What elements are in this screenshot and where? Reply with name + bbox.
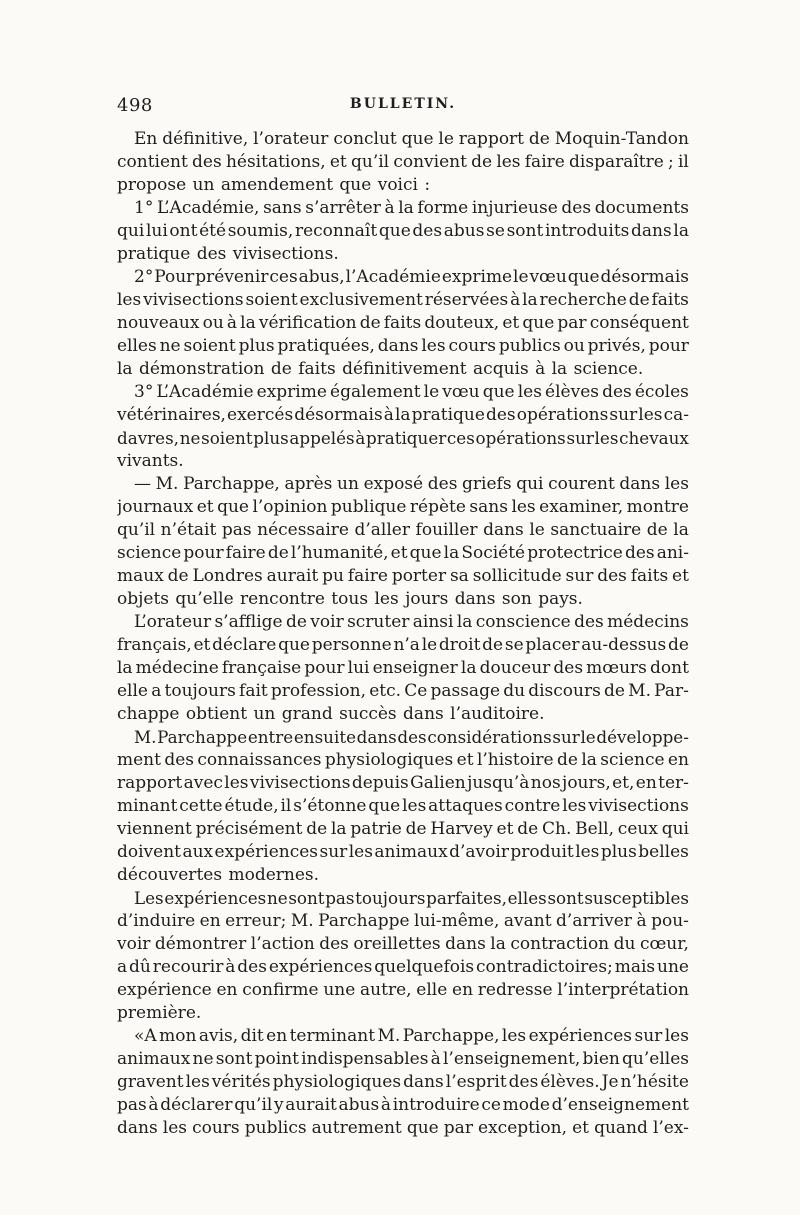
text-line: pas à déclarer qu’il y aurait abus à introduire ce mode d’enseignement — [117, 1095, 689, 1115]
text-line: rapport avec les vivisections depuis Galien jusqu’à nos jours, et, en ter- — [117, 773, 689, 793]
running-title: BULLETIN. — [349, 96, 457, 112]
text-line: contient des hésitations, et qu’il convient de les faire disparaître ; il — [117, 152, 689, 172]
page-header — [117, 95, 689, 121]
text-line: elle a toujours fait profession, etc. Ce passage du discours de M. Par- — [117, 681, 689, 701]
text-line: propose un amendement que voici : — [117, 175, 431, 195]
text-line: M. Parchappe entre ensuite dans des considérations sur le développe- — [134, 727, 689, 747]
text-line: maux de Londres aurait pu faire porter sa sollicitude sur des faits et — [117, 566, 689, 586]
text-line: L’orateur s’afflige de voir scruter ainsi la conscience des médecins — [134, 612, 689, 632]
text-line: a dû recourir à des expériences quelquefois contradictoires; mais une — [117, 957, 689, 977]
text-line: première. — [117, 1003, 202, 1023]
text-line: Les expériences ne sont pas toujours parfaites, elles sont susceptibles — [134, 888, 689, 908]
text-line: vivants. — [117, 451, 184, 471]
text-line: expérience en confirme une autre, elle en redresse l’interprétation — [117, 980, 689, 1000]
text-line: «A mon avis, dit en terminant M. Parchappe, les expériences sur les — [134, 1026, 689, 1046]
text-line: 2° Pour prévenir ces abus, l’Académie exprime le vœu que désormais — [134, 267, 689, 287]
text-line: français, et déclare que personne n’a le droit de se placer au-dessus de — [117, 635, 689, 655]
text-line: animaux ne sont point indispensables à l’enseignement, bien qu’elles — [117, 1049, 689, 1069]
text-line: science pour faire de l’humanité, et que la Société protectrice des ani- — [117, 543, 689, 563]
text-line: la démonstration de faits définitivement acquis à la science. — [117, 359, 644, 379]
text-line: d’induire en erreur; M. Parchappe lui-même, avant d’arriver à pou- — [117, 911, 689, 931]
text-line: viennent précisément de la patrie de Harvey et de Ch. Bell, ceux qui — [117, 819, 689, 839]
text-line: voir démontrer l’action des oreillettes dans la contraction du cœur, — [117, 934, 689, 954]
text-line: En définitive, l’orateur conclut que le rapport de Moquin-Tandon — [134, 129, 689, 149]
text-line: elles ne soient plus pratiquées, dans les cours publics ou privés, pour — [117, 336, 689, 356]
text-line: doivent aux expériences sur les animaux d’avoir produit les plus belles — [117, 842, 689, 862]
text-line: objets qu’elle rencontre tous les jours dans son pays. — [117, 589, 583, 609]
text-line: vétérinaires, exercés désormais à la pratique des opérations sur les ca- — [117, 405, 689, 425]
text-line: minant cette étude, il s’étonne que les attaques contre les vivisections — [117, 796, 689, 816]
text-line: la médecine française pour lui enseigner la douceur des mœurs dont — [117, 658, 689, 678]
text-line: ment des connaissances physiologiques et l’histoire de la science en — [117, 750, 689, 770]
text-line: qui lui ont été soumis, reconnaît que des abus se sont introduits dans la — [117, 221, 689, 241]
page-number: 498 — [117, 95, 153, 116]
text-line: pratique des vivisections. — [117, 244, 339, 264]
text-line: 1° L’Académie, sans s’arrêter à la forme injurieuse des documents — [134, 198, 689, 218]
text-line: qu’il n’était pas nécessaire d’aller fouiller dans le sanctuaire de la — [117, 520, 689, 540]
text-line: chappe obtient un grand succès dans l’auditoire. — [117, 704, 545, 724]
text-line: nouveaux ou à la vérification de faits douteux, et que par conséquent — [117, 313, 689, 333]
body-text — [117, 128, 689, 1140]
text-line: gravent les vérités physiologiques dans l’esprit des élèves. Je n’hésite — [117, 1072, 689, 1092]
text-line: davres, ne soient plus appelés à pratiquer ces opérations sur les chevaux — [117, 428, 689, 448]
text-line: les vivisections soient exclusivement réservées à la recherche de faits — [117, 290, 689, 310]
text-line: journaux et que l’opinion publique répète sans les examiner, montre — [117, 497, 689, 517]
text-line: 3° L’Académie exprime également le vœu que les élèves des écoles — [134, 382, 689, 402]
text-line: dans les cours publics autrement que par exception, et quand l’ex- — [117, 1118, 689, 1138]
text-line: découvertes modernes. — [117, 865, 320, 885]
text-line: — M. Parchappe, après un exposé des griefs qui courent dans les — [134, 474, 689, 494]
